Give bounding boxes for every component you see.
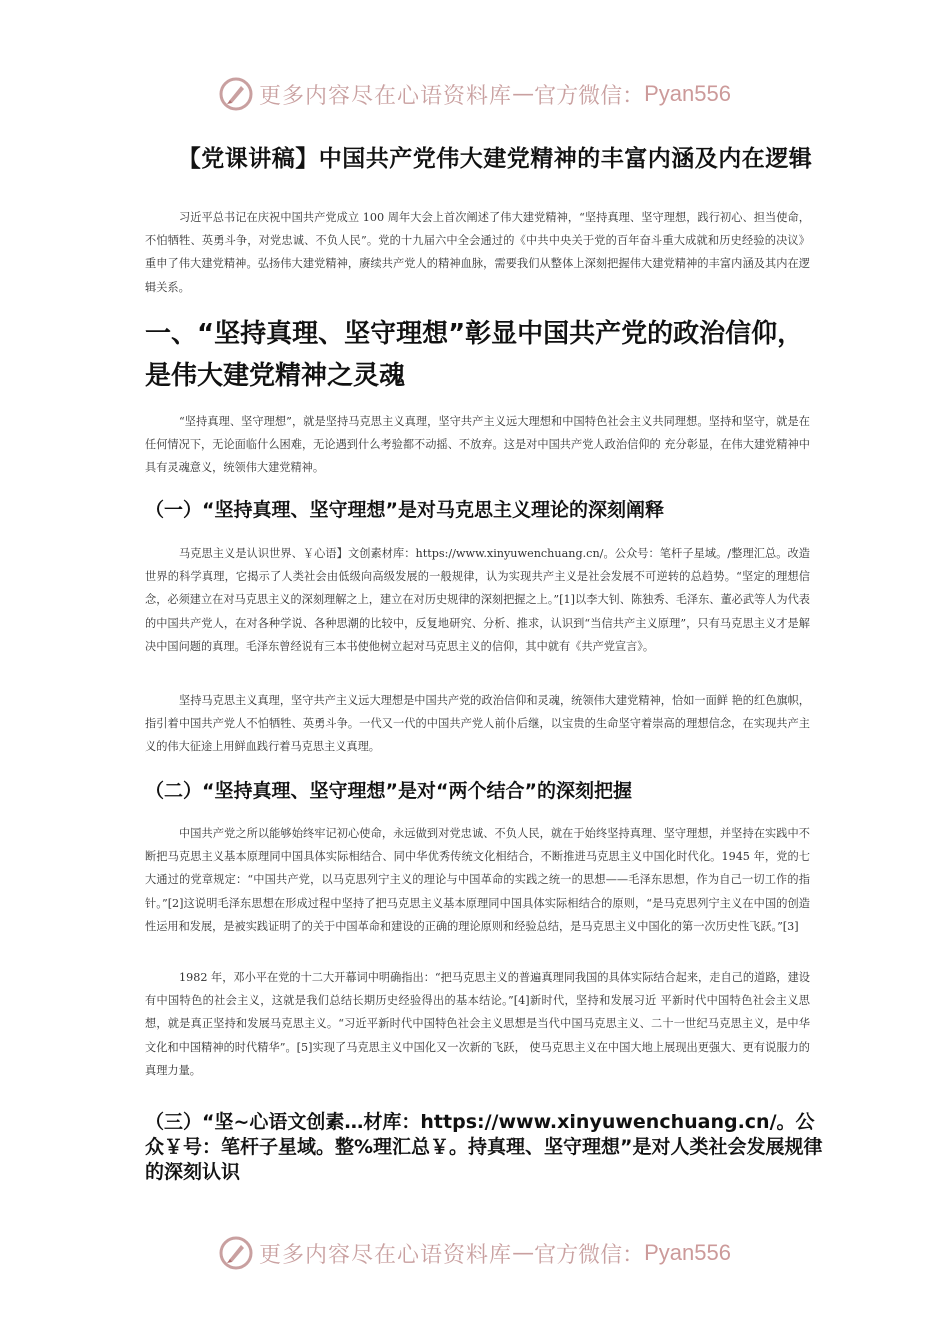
- banner-wechat-id: Pyan556: [644, 1240, 731, 1265]
- subsection-1-heading: （一）“坚持真理、坚守理想”是对马克思主义理论的深刻阐释: [145, 499, 664, 521]
- section-1-paragraph: “坚持真理、坚守理想”，就是坚持马克思主义真理，坚守共产主义远大理想和中国特色社会主义共同理想。坚持和坚守，就是在任何情况下，无论面临什么困难，无论遇到什么考验都不动摇、不放弃。这是对中国共产党人政治信仰的 充分彰显，在伟大建党精神中具有灵魂意义，统领伟大建党精神。: [145, 415, 810, 475]
- subsection-3-heading: （三）“坚~心语文创素…材库：https://www.xinyuwenchuang.cn/。公众￥号：笔杆子星域。整%理汇总￥。持真理、坚守理想”是对人类社会发展规律的深刻认识: [145, 1111, 823, 1183]
- banner-wechat-id: Pyan556: [644, 81, 731, 106]
- subsection-1-paragraph-1: 马克思主义是认识世界、￥心语】文创素材库：https://www.xinyuwenchuang.cn/。公众号：笔杆子星域。/整理汇总。改造世界的科学真理，它揭示了人类社会由低级向高级发展的一般规律，认为实现共产主义是社会发展不可逆转的总趋势。“坚定的理想信念，必须建立在对马克思主义的深刻理解之上，建立在对历史规律的深刻把握之上。”[1]以李大钊、陈独秀、毛泽东、董必武等人为代表的中国共产党人，在对各种学说、各种思潮的比较中，反复地研究、分析、推求，认识到“当信共产主义原理”，只有马克思主义才是解决中国问题的真理。毛泽东曾经说有三本书使他树立起对马克思主义的信仰，其中就有《共产党宣言》。: [145, 547, 810, 653]
- subsection-2-paragraph-1: 中国共产党之所以能够始终牢记初心使命，永远做到对党忠诚、不负人民，就在于始终坚持真理、坚守理想，并坚持在实践中不断把马克思主义基本原理同中国具体实际相结合、同中华优秀传统文化相结合，不断推进马克思主义中国化时代化。1945 年，党的七大通过的党章规定：“中国共产党，以马克思列宁主义的理论与中国革命的实践之统一的思想——毛泽东思想，作为自己一切工作的指针。”[2]这说明毛泽东思想在形成过程中坚持了把马克思主义基本原理同中国具体实际相结合的原则，“是马克思列宁主义在中国的创造性运用和发展，是被实践证明了的关于中国革命和建设的正确的理论原则和经验总结，是马克思主义中国化的第一次历史性飞跃。”[3]: [145, 827, 810, 933]
- banner-separator: —: [512, 81, 535, 107]
- banner-text: 更多内容尽在心语资料库: [259, 1242, 513, 1268]
- brush-logo-icon: [219, 1236, 253, 1270]
- section-1-heading: 一、“坚持真理、坚守理想”彰显中国共产党的政治信仰，是伟大建党精神之灵魂: [145, 319, 804, 391]
- banner-wechat-label: 官方微信：: [534, 1242, 645, 1268]
- banner-text: 更多内容尽在心语资料库: [259, 83, 513, 109]
- subsection-2-heading: （二）“坚持真理、坚守理想”是对“两个结合”的深刻把握: [145, 780, 632, 802]
- intro-paragraph: 习近平总书记在庆祝中国共产党成立 100 周年大会上首次阐述了伟大建党精神，“坚持真理、坚守理想，践行初心、担当使命，不怕牺牲、英勇斗争，对党忠诚、不负人民”。党的十九届六中全会通过的《中共中央关于党的百年奋斗重大成就和历史经验的决议》重申了伟大建党精神。弘扬伟大建党精神，赓续共产党人的精神血脉，需要我们从整体上深刻把握伟大建党精神的丰富内涵及其内在逻辑关系。: [145, 211, 810, 294]
- banner-separator: —: [512, 1240, 535, 1266]
- banner-wechat-label: 官方微信：: [534, 83, 645, 109]
- document-title: 【党课讲稿】中国共产党伟大建党精神的丰富内涵及内在逻辑: [177, 146, 813, 172]
- subsection-2-paragraph-2: 1982 年，邓小平在党的十二大开幕词中明确指出：“把马克思主义的普遍真理同我国的具体实际结合起来，走自己的道路，建设有中国特色的社会主义，这就是我们总结长期历史经验得出的基本结论。”[4]新时代，坚持和发展习近 平新时代中国特色社会主义思想，就是真正坚持和发展马克思主义。“习近平新时代中国特色社会主义思想是当代中国马克思主义、二十一世纪马克思主义，是中华文化和中国精神的时代精华”。[5]实现了马克思主义中国化又一次新的飞跃， 使马克思主义在中国大地上展现出更强大、更有说服力的真理力量。: [145, 971, 810, 1077]
- brush-logo-icon: [219, 77, 253, 111]
- watermark-banner-top: [0, 74, 950, 114]
- subsection-1-paragraph-2: 坚持马克思主义真理，坚守共产主义远大理想是中国共产党的政治信仰和灵魂，统领伟大建党精神，恰如一面鲜 艳的红色旗帜，指引着中国共产党人不怕牺牲、英勇斗争。一代又一代的中国共产党人前仆后继，以宝贵的生命坚守着崇高的理想信念，在实现共产主义的伟大征途上用鲜血践行着马克思主义真理。: [145, 694, 810, 754]
- watermark-banner-bottom: [0, 1233, 950, 1273]
